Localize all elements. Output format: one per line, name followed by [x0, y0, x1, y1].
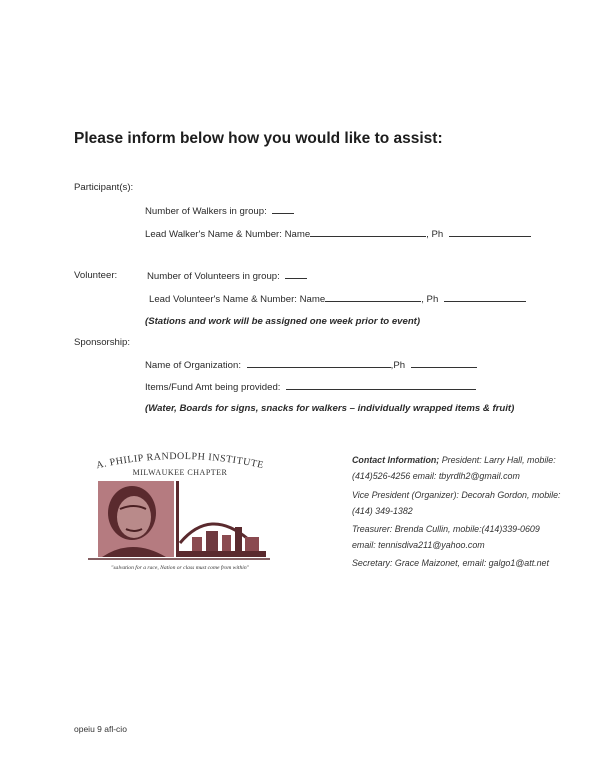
- organization-row: [145, 359, 477, 371]
- institute-logo: [80, 447, 280, 575]
- organization-label: Name of Organization:: [145, 360, 241, 371]
- walkers-count-row: [145, 205, 294, 217]
- logo-arc-text: A. PHILIP RANDOLPH INSTITUTE: [95, 450, 265, 472]
- walkers-count-blank[interactable]: [272, 205, 294, 214]
- organization-ph-label: ,Ph: [390, 360, 406, 371]
- sponsorship-label: Sponsorship:: [74, 337, 130, 348]
- lead-walker-phone-blank[interactable]: [449, 228, 531, 237]
- footer-union-tag: opeiu 9 afl-cio: [74, 724, 127, 734]
- lead-walker-row: [145, 228, 531, 240]
- volunteer-count-blank[interactable]: [285, 270, 307, 279]
- lead-volunteer-ph-label: , Ph: [421, 294, 439, 305]
- lead-volunteer-row: [149, 293, 526, 305]
- participants-label: Participant(s):: [74, 182, 134, 193]
- lead-walker-label: Lead Walker's Name & Number: Name: [145, 229, 311, 240]
- lead-walker-name-blank[interactable]: [310, 228, 426, 237]
- contact-president-text: President: Larry Hall, mobile: (414)526-4256 email: tbyrdlh2@gmail.com: [352, 455, 556, 481]
- contact-president: [352, 452, 564, 484]
- logo-motto: "salvation for a race, Nation or class must come from within": [111, 565, 249, 571]
- contact-secretary: Secretary: Grace Maizonet, email: galgo1@att.net: [352, 558, 549, 568]
- logo-chapter-text: MILWAUKEE CHAPTER: [132, 468, 228, 477]
- lead-volunteer-name-blank[interactable]: [325, 293, 421, 302]
- sponsorship-note: (Water, Boards for signs, snacks for walkers – individually wrapped items & fruit): [145, 403, 515, 414]
- contact-vice-president: Vice President (Organizer): Decorah Gordon, mobile:(414) 349-1382: [352, 490, 561, 516]
- lead-walker-ph-label: , Ph: [426, 229, 444, 240]
- institute-logo-graphic: [80, 447, 280, 575]
- page-heading: Please inform below how you would like to assist:: [74, 130, 443, 147]
- contact-information-label: Contact Information;: [352, 455, 440, 465]
- volunteer-count-row: [147, 270, 307, 282]
- lead-volunteer-phone-blank[interactable]: [444, 293, 526, 302]
- volunteer-count-label: Number of Volunteers in group:: [147, 271, 280, 282]
- volunteer-label: Volunteer:: [74, 270, 118, 281]
- items-label: Items/Fund Amt being provided:: [145, 382, 281, 393]
- walkers-count-label: Number of Walkers in group:: [145, 206, 267, 217]
- contact-treasurer: Treasurer: Brenda Cullin, mobile:(414)339-0609 email: tennisdiva211@yahoo.com: [352, 524, 540, 550]
- lead-volunteer-label: Lead Volunteer's Name & Number: Name: [149, 294, 326, 305]
- items-blank[interactable]: [286, 381, 476, 390]
- volunteer-note: (Stations and work will be assigned one week prior to event): [145, 316, 421, 327]
- organization-name-blank[interactable]: [247, 359, 391, 368]
- items-row: [145, 381, 476, 393]
- organization-phone-blank[interactable]: [411, 359, 477, 368]
